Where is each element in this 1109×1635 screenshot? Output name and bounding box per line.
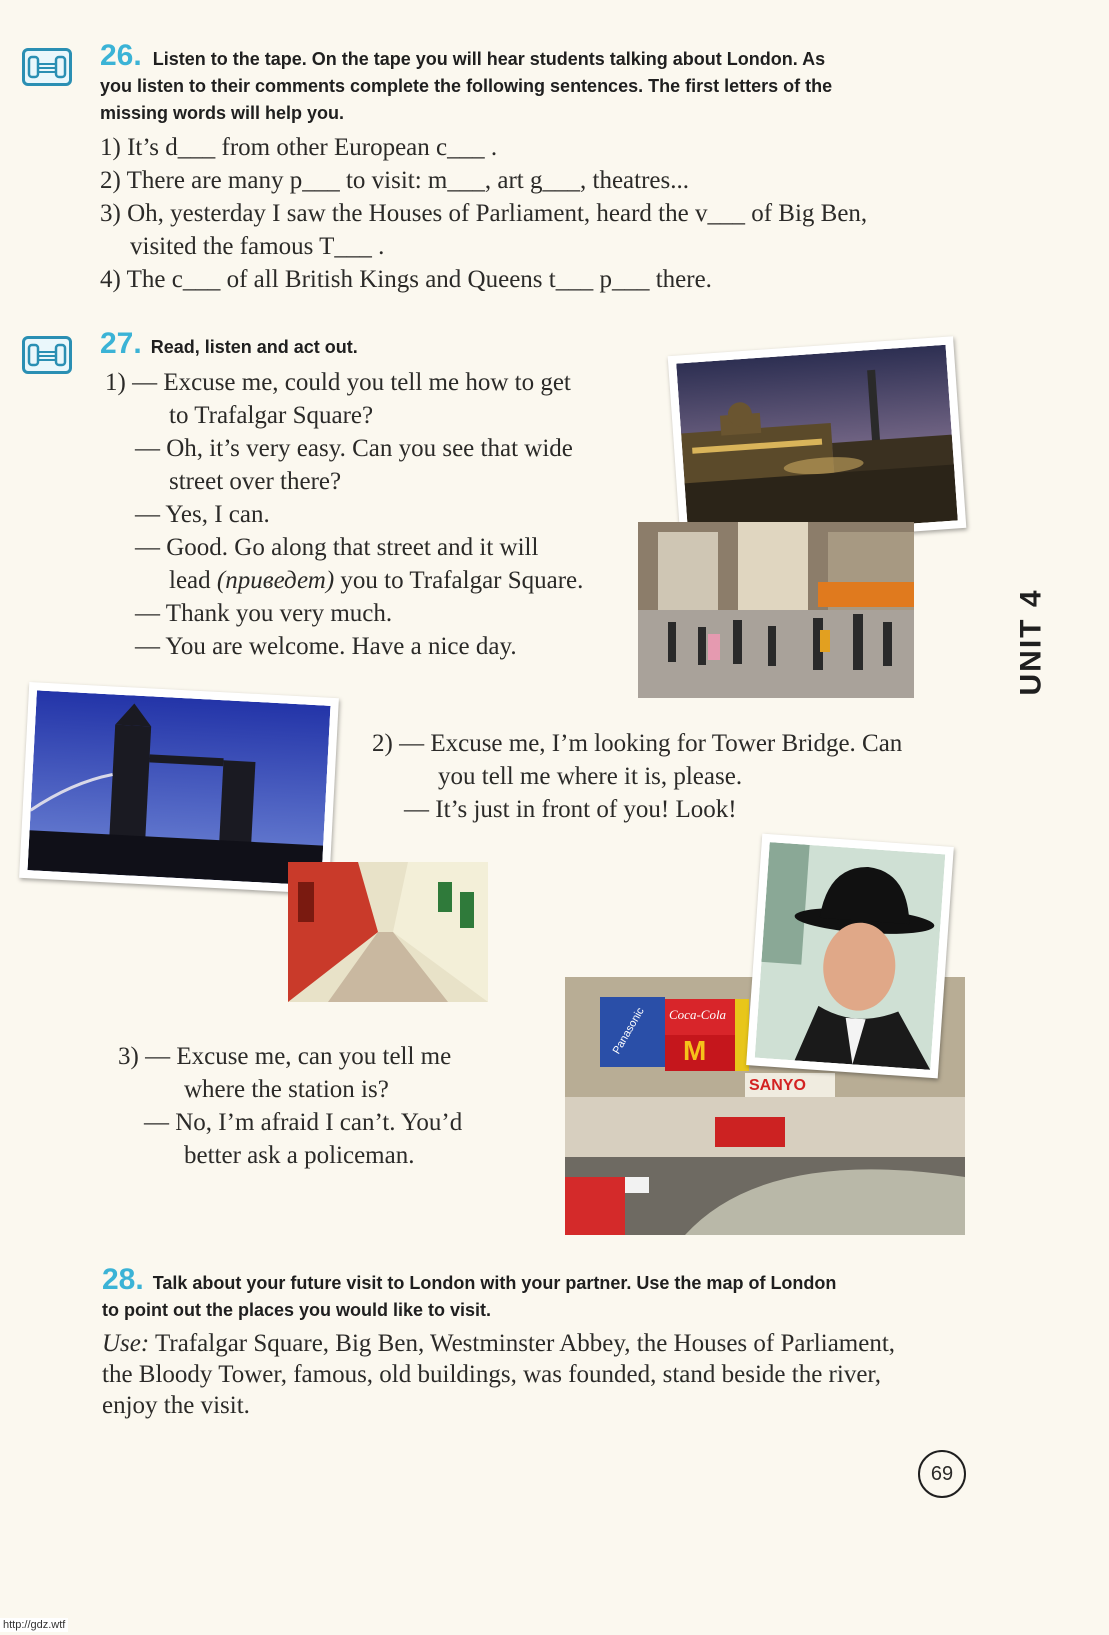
- use-line: [102, 1328, 1002, 1359]
- exercise-number: 27.: [100, 327, 142, 360]
- audio-tape-icon: [22, 336, 72, 374]
- sentence-item: 2) There are many p___ to visit: m___, art g___, theatres...: [100, 167, 689, 194]
- sentence-item: 3) Oh, yesterday I saw the Houses of Parliament, heard the v___ of Big Ben,: [100, 200, 868, 227]
- exercise-number: 26.: [100, 39, 142, 72]
- sentence-item: 4) The c___ of all British Kings and Queens t___ p___ there.: [100, 266, 712, 293]
- page-number: 69: [918, 1450, 966, 1498]
- coca-cola-sign: Coca-Cola: [669, 1007, 727, 1022]
- dialogue-line: — You are welcome. Have a nice day.: [135, 633, 517, 660]
- street-crowd-photo: [638, 522, 914, 698]
- narrow-lane-photo: [288, 862, 488, 1002]
- sanyo-sign: SANYO: [749, 1077, 806, 1094]
- exercise-number: 28.: [102, 1263, 144, 1296]
- dialogue-line: better ask a policeman.: [184, 1142, 415, 1169]
- sentence-item: 1) It’s d___ from other European c___ .: [100, 134, 498, 161]
- use-line: the Bloody Tower, famous, old buildings, was founded, stand beside the river,: [102, 1361, 881, 1388]
- use-words: Trafalgar Square, Big Ben, Westminster Abbey, the Houses of Parliament,: [155, 1330, 896, 1357]
- instruction-text: to point out the places you would like to visit.: [102, 1300, 492, 1320]
- dialogue-1: [105, 366, 645, 663]
- dialogue-line: — Oh, it’s very easy. Can you see that wide: [135, 435, 573, 462]
- dialogue-text: you to Trafalgar Square.: [340, 567, 584, 594]
- exercise-26: [100, 39, 980, 296]
- trafalgar-square-photo: [668, 336, 967, 547]
- dialogue-line: to Trafalgar Square?: [169, 402, 374, 429]
- dialogue-3: [118, 1040, 538, 1172]
- translation-note: (приведет): [216, 567, 335, 594]
- panasonic-sign: Panasonic: [610, 1005, 647, 1057]
- sentence-item: visited the famous T___ .: [130, 233, 385, 260]
- dialogue-line: — Yes, I can.: [135, 501, 270, 528]
- use-label: Use:: [102, 1330, 150, 1357]
- dialogue-line: 2) — Excuse me, I’m looking for Tower Bridge. Can: [372, 730, 903, 757]
- dialogue-line: — Good. Go along that street and it will: [135, 534, 539, 561]
- dialogue-line: 3) — Excuse me, can you tell me: [118, 1043, 452, 1070]
- mcdonalds-sign: M: [683, 1035, 707, 1066]
- dialogue-2: [372, 727, 972, 826]
- audio-tape-icon: [22, 48, 72, 86]
- dialogue-line: — No, I’m afraid I can’t. You’d: [144, 1109, 463, 1136]
- dialogue-line: [105, 564, 645, 597]
- dialogue-line: — It’s just in front of you! Look!: [404, 796, 737, 823]
- dialogue-line: street over there?: [169, 468, 342, 495]
- instruction-text: Read, listen and act out.: [150, 337, 358, 357]
- dialogue-line: 1) — Excuse me, could you tell me how to get: [105, 369, 571, 396]
- use-line: enjoy the visit.: [102, 1392, 250, 1419]
- footer-url: http://gdz.wtf: [0, 1618, 68, 1632]
- dialogue-line: you tell me where it is, please.: [438, 763, 743, 790]
- dialogue-line: — Thank you very much.: [135, 600, 393, 627]
- dialogue-text: lead: [169, 567, 211, 594]
- bowler-hat-man-photo: [746, 834, 954, 1079]
- exercise-28: [102, 1263, 1002, 1421]
- instruction-text: missing words will help you.: [100, 103, 345, 123]
- exercise-27-header: [100, 327, 358, 361]
- instruction-text: Talk about your future visit to London with your partner. Use the map of London: [152, 1273, 837, 1293]
- instruction-text: you listen to their comments complete the following sentences. The first letters of the: [100, 76, 833, 96]
- instruction-text: Listen to the tape. On the tape you will hear students talking about London. As: [152, 49, 826, 69]
- dialogue-line: where the station is?: [184, 1076, 389, 1103]
- unit-side-label: UNIT 4: [1014, 588, 1048, 696]
